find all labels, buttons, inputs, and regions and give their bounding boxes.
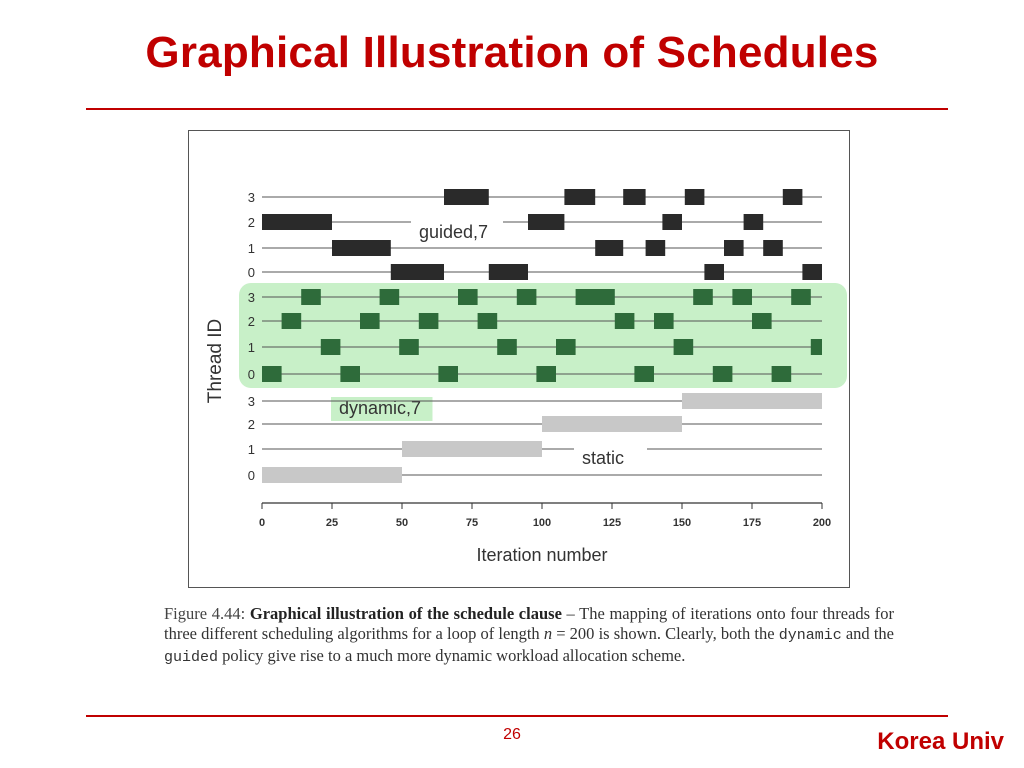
bar-guided-7-t2-1 xyxy=(528,214,564,230)
bar-dynamic-7-t0-1 xyxy=(340,366,360,382)
thread-id-label: 0 xyxy=(247,265,255,280)
page-number: 26 xyxy=(503,726,521,743)
bar-guided-7-t1-3 xyxy=(724,240,744,256)
x-tick-label: 25 xyxy=(325,517,339,529)
bar-dynamic-7-t2-5 xyxy=(654,313,674,329)
slide-title: Graphical Illustration of Schedules xyxy=(145,28,879,77)
bar-dynamic-7-t0-3 xyxy=(536,366,556,382)
bar-static-t3-0 xyxy=(682,393,822,409)
group-label-static: static xyxy=(582,448,625,468)
bar-guided-7-t1-0 xyxy=(332,240,391,256)
bar-dynamic-7-t2-4 xyxy=(615,313,635,329)
bar-dynamic-7-t3-6 xyxy=(732,289,752,305)
thread-id-label: 0 xyxy=(247,367,255,382)
bar-guided-7-t0-2 xyxy=(704,264,724,280)
bar-dynamic-7-t1-3 xyxy=(556,339,576,355)
bar-guided-7-t2-0 xyxy=(262,214,332,230)
bar-guided-7-t3-2 xyxy=(623,189,645,205)
bar-guided-7-t1-1 xyxy=(595,240,623,256)
x-tick-label: 75 xyxy=(465,517,479,529)
bar-guided-7-t1-4 xyxy=(763,240,783,256)
thread-id-label: 0 xyxy=(247,468,255,483)
thread-id-label: 1 xyxy=(247,340,255,355)
title-divider xyxy=(86,108,948,110)
x-axis-label: Iteration number xyxy=(476,545,608,565)
x-tick-label: 150 xyxy=(672,517,692,529)
bar-dynamic-7-t2-2 xyxy=(419,313,439,329)
bar-dynamic-7-t2-0 xyxy=(282,313,302,329)
bar-dynamic-7-t2-6 xyxy=(752,313,772,329)
x-tick-label: 50 xyxy=(395,517,409,529)
thread-id-label: 3 xyxy=(247,394,255,409)
bar-guided-7-t3-3 xyxy=(685,189,705,205)
thread-id-label: 1 xyxy=(247,241,255,256)
thread-id-label: 3 xyxy=(247,190,255,205)
bar-dynamic-7-t3-4 xyxy=(576,289,615,305)
bar-guided-7-t0-3 xyxy=(802,264,822,280)
x-tick-label: 175 xyxy=(742,517,762,529)
schedule-chart xyxy=(189,131,849,587)
bar-dynamic-7-t1-5 xyxy=(811,339,822,355)
bar-dynamic-7-t1-0 xyxy=(321,339,341,355)
bar-dynamic-7-t0-0 xyxy=(262,366,282,382)
bar-guided-7-t2-3 xyxy=(744,214,764,230)
thread-id-label: 1 xyxy=(247,442,255,457)
bar-dynamic-7-t2-1 xyxy=(360,313,380,329)
bar-guided-7-t3-0 xyxy=(444,189,489,205)
bar-dynamic-7-t1-2 xyxy=(497,339,517,355)
bar-dynamic-7-t3-3 xyxy=(517,289,537,305)
caption-bold-title: Graphical illustration of the schedule clause xyxy=(249,604,562,623)
bar-guided-7-t3-4 xyxy=(783,189,803,205)
caption-var-n: n xyxy=(543,624,553,643)
brand-label: Korea Univ xyxy=(877,728,1004,755)
bar-dynamic-7-t3-1 xyxy=(380,289,400,305)
bar-dynamic-7-t2-3 xyxy=(478,313,498,329)
figure-frame xyxy=(188,130,850,588)
x-tick-label: 200 xyxy=(812,517,832,529)
figure-caption xyxy=(164,604,894,668)
bar-dynamic-7-t0-4 xyxy=(634,366,654,382)
bar-guided-7-t1-2 xyxy=(646,240,666,256)
bar-guided-7-t3-1 xyxy=(564,189,595,205)
footer-divider xyxy=(86,715,948,717)
x-tick-label: 0 xyxy=(258,517,266,529)
bar-dynamic-7-t0-5 xyxy=(713,366,733,382)
bar-guided-7-t0-0 xyxy=(391,264,444,280)
bar-static-t1-0 xyxy=(402,441,542,457)
thread-id-label: 2 xyxy=(247,417,255,432)
bar-static-t0-0 xyxy=(262,467,402,483)
x-tick-label: 100 xyxy=(532,517,552,529)
bar-dynamic-7-t3-7 xyxy=(791,289,811,305)
bar-dynamic-7-t3-0 xyxy=(301,289,321,305)
thread-id-label: 3 xyxy=(247,290,255,305)
bar-static-t2-0 xyxy=(542,416,682,432)
group-label-guided-7: guided,7 xyxy=(419,222,489,242)
thread-id-label: 2 xyxy=(247,314,255,329)
bar-dynamic-7-t0-2 xyxy=(438,366,458,382)
bar-dynamic-7-t0-6 xyxy=(772,366,792,382)
caption-text-3: and the xyxy=(841,624,894,643)
bar-dynamic-7-t3-5 xyxy=(693,289,713,305)
group-label-dynamic-7: dynamic,7 xyxy=(339,398,422,418)
bar-dynamic-7-t1-4 xyxy=(674,339,694,355)
caption-text-4: policy give rise to a much more dynamic workload allocation scheme. xyxy=(218,646,686,665)
bar-guided-7-t0-1 xyxy=(489,264,528,280)
x-tick-label: 125 xyxy=(602,517,622,529)
bar-dynamic-7-t1-1 xyxy=(399,339,419,355)
thread-id-label: 2 xyxy=(247,215,255,230)
caption-text-2: = 200 is shown. Clearly, both the xyxy=(552,624,779,643)
caption-code-dynamic: dynamic xyxy=(778,627,842,644)
y-axis-label: Thread ID xyxy=(205,318,226,404)
bar-guided-7-t2-2 xyxy=(662,214,682,230)
caption-code-guided: guided xyxy=(164,649,219,666)
bar-dynamic-7-t3-2 xyxy=(458,289,478,305)
caption-text-1: – The mapping of iterations onto four threads for three different scheduling algorithms for a loop of length xyxy=(164,604,894,643)
caption-figure-label: Figure 4.44: xyxy=(164,604,246,623)
